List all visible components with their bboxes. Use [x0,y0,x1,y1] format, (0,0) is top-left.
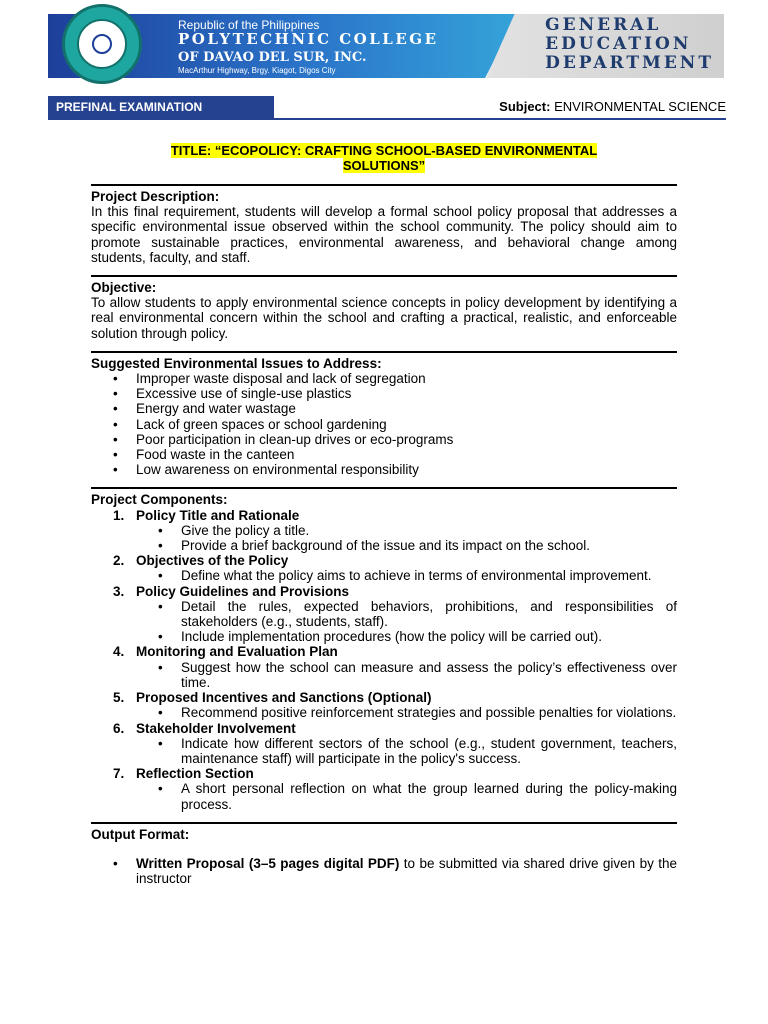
component-title: Proposed Incentives and Sanctions (Optional) [136,690,432,706]
component-number: 3. [113,583,125,599]
college-name: POLYTECHNIC COLLEGE [178,30,439,48]
description-heading: Project Description: [91,189,220,204]
list-item: • Excessive use of single-use plastics [136,386,677,401]
component-item [113,553,677,584]
component-number: 5. [113,690,125,706]
title-line-1: TITLE: “ECOPOLICY: CRAFTING SCHOOL-BASED ENVIRONMENTAL [170,143,598,158]
component-item [113,644,677,690]
output-list [91,856,677,886]
subject-value: ENVIRONMENTAL SCIENCE [554,99,726,114]
component-bullets [136,781,677,811]
component-title: Policy Title and Rationale [136,507,300,523]
list-item: • Define what the policy aims to achieve in terms of environmental improvement. [181,568,677,583]
list-item: • Low awareness on environmental responsibility [136,462,677,477]
component-bullets [136,599,677,645]
list-item: • Suggest how the school can measure and assess the policy’s effectiveness over time. [181,660,677,690]
output-heading: Output Format: [91,826,190,842]
component-item [113,720,677,767]
department-name [545,16,714,73]
output-section [91,822,677,887]
issues-section [91,351,677,478]
exam-label: PREFINAL EXAMINATION [48,96,274,118]
list-item: • Indicate how different sectors of the school (e.g., student government, teachers, maintenance staff) will participate in the policy's success. [181,736,677,766]
component-number: 1. [113,507,125,523]
college-seal-icon [62,4,142,84]
components-list [91,508,677,812]
issues-list [91,371,677,477]
objective-section [91,275,677,341]
exam-divider [48,118,726,120]
college-address: MacArthur Highway, Brgy. Kiagot, Digos City [178,66,336,75]
subject-label: Subject: [499,99,551,114]
component-title: Stakeholder Involvement [136,720,296,736]
component-title: Monitoring and Evaluation Plan [136,644,338,660]
component-bullets [136,568,677,583]
document-body [91,184,677,896]
component-number: 4. [113,644,125,660]
component-item [113,766,677,812]
objective-text: To allow students to apply environmental science concepts in policy development by identifying a real environmental concern within the school and crafting a practical, realistic, and enforceable solution through policy. [91,295,677,341]
component-item [113,690,677,721]
output-bold: Written Proposal (3–5 pages digital PDF) [136,855,400,871]
dept-line-1: GENERAL [545,15,662,35]
objective-heading: Objective: [91,280,157,296]
description-section [91,184,677,265]
component-bullets [136,705,677,720]
component-number: 6. [113,720,125,736]
dept-line-3: DEPARTMENT [545,53,714,73]
list-item: • Improper waste disposal and lack of segregation [136,371,677,386]
list-item: • Detail the rules, expected behaviors, prohibitions, and responsibilities of stakeholders (e.g., students, staff). [181,599,677,629]
component-title: Reflection Section [136,766,254,782]
component-item [113,583,677,645]
output-rest: to be submitted via shared drive given by the instructor [136,855,678,887]
subject-line [499,99,726,114]
list-item: • A short personal reflection on what the group learned during the policy-making process. [181,781,677,811]
list-item: • Poor participation in clean-up drives or eco-programs [136,432,677,447]
list-item: • Food waste in the canteen [136,447,677,462]
list-item: • Lack of green spaces or school gardening [136,417,677,432]
list-item: • Give the policy a title. [181,523,677,538]
component-title: Objectives of the Policy [136,553,289,569]
component-bullets [136,736,677,766]
list-item [136,856,677,886]
list-item: • Energy and water wastage [136,401,677,416]
list-item: • Provide a brief background of the issue and its impact on the school. [181,538,677,553]
component-item [113,507,677,554]
title-line-2: SOLUTIONS” [342,158,426,173]
component-bullets [136,523,677,553]
college-subname: OF DAVAO DEL SUR, INC. [178,50,367,65]
components-heading: Project Components: [91,492,228,508]
description-text: In this final requirement, students will develop a formal school policy proposal that addresses a specific environmental issue observed within the school community. The policy should aim to promote sustainable practices, environmental awareness, and behavioral change among students, faculty, and staff. [91,204,677,265]
issues-heading: Suggested Environmental Issues to Address: [91,355,382,371]
component-number: 7. [113,766,125,782]
dept-line-2: EDUCATION [545,34,692,54]
header-banner [48,14,724,78]
seal-inner [77,19,127,69]
component-number: 2. [113,553,125,569]
seal-core [92,34,112,54]
component-title: Policy Guidelines and Provisions [136,583,350,599]
document-title [91,143,677,173]
republic-text: Republic of the Philippines [178,18,320,32]
components-section [91,487,677,811]
component-bullets [136,660,677,690]
list-item: • Recommend positive reinforcement strategies and possible penalties for violations. [181,705,677,720]
list-item: • Include implementation procedures (how the policy will be carried out). [181,629,677,644]
